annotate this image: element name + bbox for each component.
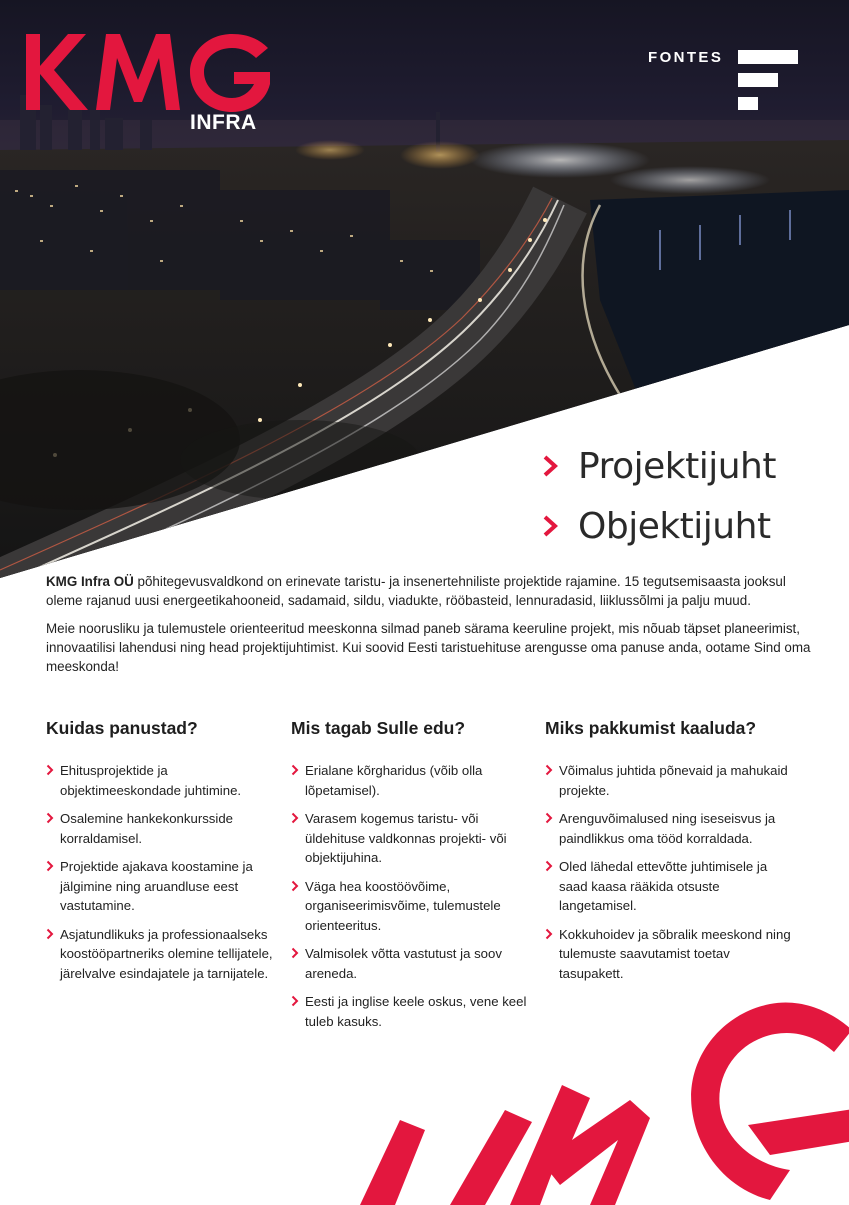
chevron-right-icon (545, 812, 553, 824)
list-item-text: Kokkuhoidev ja sõbralik meeskond ning tulemuste saavutamist toetav tasupakett. (559, 926, 791, 981)
chevron-right-icon (291, 764, 299, 776)
fontes-logo-text: FONTES (648, 49, 724, 66)
chevron-right-icon (540, 451, 562, 481)
chevron-right-icon (291, 995, 299, 1007)
list-item-text: Arenguvõimalused ning iseseisvus ja paindlikkus oma tööd korraldada. (559, 811, 776, 846)
list-item-text: Varasem kogemus taristu- või üldehituse valdkonnas projekti- või objektijuhina. (305, 811, 507, 865)
chevron-right-icon (46, 764, 54, 776)
list-item (291, 877, 529, 936)
list-item (545, 857, 795, 916)
position-title-row (540, 496, 776, 556)
chevron-right-icon (545, 764, 553, 776)
list-item (46, 857, 278, 916)
column-heading: Miks pakkumist kaaluda? (545, 718, 757, 738)
column-miks-kaaluda (545, 718, 795, 992)
position-title: Projektijuht (578, 445, 776, 487)
list-item-text: Oled lähedal ettevõtte juhtimisele ja saad kaasa rääkida otsuste langetamisel. (559, 859, 768, 913)
list-item-text: Osalemine hankekonkursside korraldamisel. (60, 811, 233, 846)
list-item (291, 761, 529, 800)
column-heading: Kuidas panustad? (46, 718, 198, 738)
logo-sub-text: INFRA (190, 111, 257, 134)
list-item (545, 809, 795, 848)
chevron-right-icon (545, 860, 553, 872)
chevron-right-icon (291, 812, 299, 824)
chevron-right-icon (46, 928, 54, 940)
list-item-text: Asjatundlikuks ja professionaalseks koostööpartneriks olemine tellijatele, järelvalve esindajatele ja tarnijatele. (60, 926, 273, 981)
list-item-text: Ehitusprojektide ja objektimeeskondade juhtimine. (60, 763, 242, 798)
list-item-text: Eesti ja inglise keele oskus, vene keel tuleb kasuks. (305, 994, 527, 1029)
list-item-text: Erialane kõrgharidus (võib olla lõpetamisel). (305, 763, 483, 798)
column-kuidas-panustad (46, 718, 278, 992)
position-title: Objektijuht (578, 505, 771, 547)
list-item-text: Valmisolek võtta vastutust ja soov areneda. (305, 946, 502, 981)
chevron-right-icon (46, 812, 54, 824)
list-item-text: Väga hea koostöövõime, organiseerimisvõime, tulemustele orienteeritus. (305, 878, 501, 933)
list-item (545, 925, 795, 984)
column-heading: Mis tagab Sulle edu? (291, 718, 466, 738)
chevron-right-icon (545, 928, 553, 940)
intro-paragraph: Meie noorusliku ja tulemustele orienteeritud meeskonna silmad paneb särama keeruline projekt, mis nõuab täpset planeerimist, innovaatilisi lahendusi ning head projektijuhtimist. Kui soovid Eesti taristuehituse arengusse oma panuse anda, ootame Sind oma meeskonda! (46, 621, 811, 674)
intro-paragraph (46, 572, 816, 610)
list-item (291, 944, 529, 983)
intro-paragraph-text: põhitegevusvaldkond on erinevate taristu- ja insenertehniliste projektide rajamine. 15 tegutsemisaasta jooksul oleme rajanud uusi energeetikahooneid, sadamaid, sildu, viadukte, rööbasteid, lennuradasid, liiklussõlmi ja palju muud. (46, 574, 786, 608)
position-title-row (540, 436, 776, 496)
position-titles (540, 436, 776, 556)
intro-text (46, 572, 816, 685)
kmg-infra-logo (24, 26, 274, 136)
list-item (46, 925, 278, 984)
chevron-right-icon (291, 880, 299, 892)
list-item (46, 761, 278, 800)
list-item (46, 809, 278, 848)
list-item-text: Võimalus juhtida põnevaid ja mahukaid projekte. (559, 763, 788, 798)
chevron-right-icon (46, 860, 54, 872)
list-item (291, 809, 529, 868)
chevron-right-icon (291, 947, 299, 959)
company-name: KMG Infra OÜ (46, 574, 134, 589)
chevron-right-icon (540, 511, 562, 541)
list-item-text: Projektide ajakava koostamine ja jälgimine ning aruandluse eest vastutamine. (60, 859, 253, 913)
kmg-watermark-logo (300, 990, 849, 1205)
list-item (545, 761, 795, 800)
